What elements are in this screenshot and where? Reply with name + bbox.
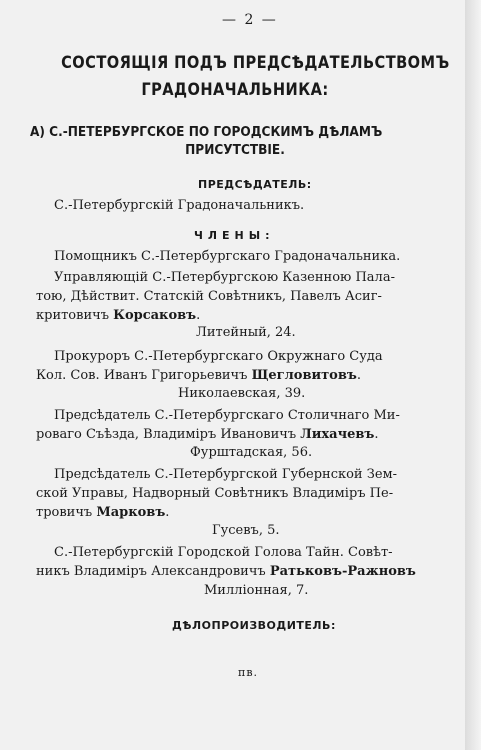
- member-3-line-1: Прокуроръ С.-Петербургскаго Окружнаго Суда: [54, 349, 383, 364]
- member-4-address: Фурштадская, 56.: [190, 445, 313, 460]
- footer-mark: пв.: [238, 666, 259, 679]
- page-edge: [465, 0, 481, 750]
- member-5-line-2: ской Управы, Надворный Совѣтникъ Владиміръ Пе-: [36, 486, 394, 501]
- member-3-address: Николаевская, 39.: [178, 386, 306, 401]
- member-6-name: Ратьковъ-Ражновъ: [269, 564, 416, 579]
- member-3-line-2: [36, 368, 361, 383]
- member-4-punct: .: [374, 427, 379, 442]
- member-5-text: тровичъ: [36, 505, 97, 520]
- heading-line-1: СОСТОЯЩІЯ ПОДЪ ПРЕДСѢДАТЕЛЬСТВОМЪ: [61, 53, 450, 73]
- member-2-text: критовичъ: [36, 308, 114, 323]
- member-6-line-1: С.-Петербургскій Городской Голова Тайн. Совѣт-: [54, 545, 393, 560]
- member-4-name: Лихачевъ: [300, 427, 375, 442]
- chairman-text: С.-Петербургскій Градоначальникъ.: [54, 198, 305, 213]
- members-label: ЧЛЕНЫ:: [194, 229, 275, 242]
- member-5-line-3: [36, 505, 169, 520]
- member-5-address: Гусевъ, 5.: [212, 523, 280, 538]
- section-a-title-line-1: А) С.-ПЕТЕРБУРГСКОЕ ПО ГОРОДСКИМЪ ДѢЛАМЪ: [30, 124, 383, 140]
- member-4-line-1: Предсѣдатель С.-Петербургскаго Столичнаго Ми-: [54, 408, 400, 423]
- section-a-title-line-2: ПРИСУТСТВІЕ.: [185, 142, 285, 158]
- member-5-line-1: Предсѣдатель С.-Петербургской Губернской Зем-: [54, 467, 398, 482]
- member-4-text: роваго Съѣзда, Владиміръ Ивановичъ: [36, 427, 301, 442]
- member-2-line-3: [36, 308, 200, 323]
- member-6-address: Милліонная, 7.: [204, 583, 309, 598]
- member-2-punct: .: [196, 308, 201, 323]
- page-number: — 2 —: [222, 12, 278, 28]
- member-4-line-2: [36, 427, 379, 442]
- member-6-line-2: [36, 564, 416, 579]
- member-6-text: никъ Владиміръ Александровичъ: [36, 564, 270, 579]
- member-2-line-1: Управляющій С.-Петербургскою Казенною Пала-: [54, 270, 395, 285]
- clerk-label: ДѢЛОПРОИЗВОДИТЕЛЬ:: [172, 619, 336, 632]
- member-3-text: Кол. Сов. Иванъ Григорьевичъ: [36, 368, 252, 383]
- member-2-name: Корсаковъ: [113, 308, 197, 323]
- member-5-punct: .: [165, 505, 170, 520]
- member-2-line-2: тою, Дѣйствит. Статскій Совѣтникъ, Павелъ Асиг-: [36, 289, 382, 304]
- chairman-label: ПРЕДСѢДАТЕЛЬ:: [198, 178, 312, 191]
- member-3-name: Щегловитовъ: [251, 368, 357, 383]
- member-3-punct: .: [356, 368, 361, 383]
- member-5-name: Марковъ: [96, 505, 166, 520]
- member-1: Помощникъ С.-Петербургскаго Градоначальника.: [54, 249, 401, 264]
- member-2-address: Литейный, 24.: [196, 325, 296, 340]
- heading-line-2: ГРАДОНАЧАЛЬНИКА:: [141, 80, 329, 100]
